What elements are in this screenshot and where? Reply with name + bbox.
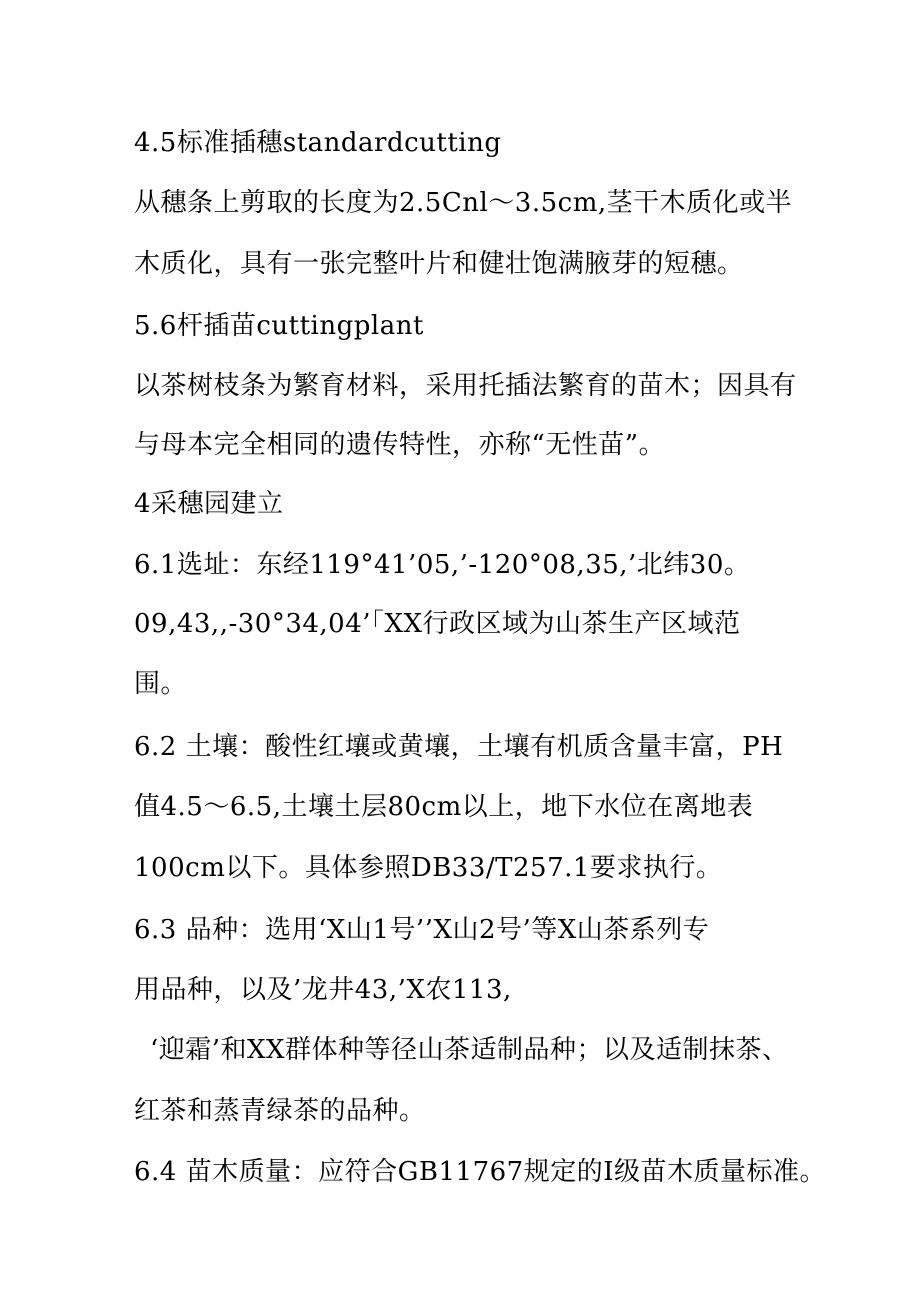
paragraph-line: 6.3 品种：选用‘X山1号’’X山2号’等X山茶系列专 — [134, 915, 710, 945]
paragraph-line: 用品种，以及’龙井43,’X农113, — [134, 975, 512, 1005]
heading-5-6: 5.6杆插苗cuttingplant — [134, 311, 424, 341]
paragraph-line: 6.4 苗木质量：应符合GB11767规定的Ⅰ级苗木质量标准。 — [134, 1157, 826, 1187]
heading-section-4: 4采穗园建立 — [134, 489, 284, 519]
paragraph-line: 值4.5～6.5,土壤土层80cm以上，地下水位在离地表 — [134, 792, 754, 822]
paragraph-line: 与母本完全相同的遗传特性，亦称“无性苗”。 — [134, 430, 666, 460]
paragraph-line: 红茶和蒸青绿茶的品种。 — [134, 1096, 426, 1126]
paragraph-line: 围。 — [134, 669, 188, 699]
paragraph-line: ‘迎霜’和XX群体种等径山茶适制品种；以及适制抹茶、 — [150, 1035, 789, 1065]
paragraph-line: 木质化，具有一张完整叶片和健壮饱满腋芽的短穗。 — [134, 249, 744, 279]
paragraph-line: 从穗条上剪取的长度为2.5Cnl～3.5cm,茎干木质化或半 — [134, 188, 793, 218]
paragraph-line: 6.1选址：东经119°41’05,’-120°08,35,’北纬30。 — [134, 550, 751, 580]
paragraph-line: 100cm以下。具体参照DB33/T257.1要求执行。 — [134, 853, 723, 883]
heading-4-5: 4.5标准插穗standardcutting — [134, 128, 502, 158]
paragraph-line: 以茶树枝条为繁育材料，采用托插法繁育的苗木；因具有 — [134, 371, 797, 401]
paragraph-line: 6.2 土壤：酸性红壤或黄壤，土壤有机质含量丰富，PH — [134, 732, 784, 762]
paragraph-line: 09,43,,-30°34,04’「XX行政区域为山茶生产区域范 — [134, 609, 741, 639]
